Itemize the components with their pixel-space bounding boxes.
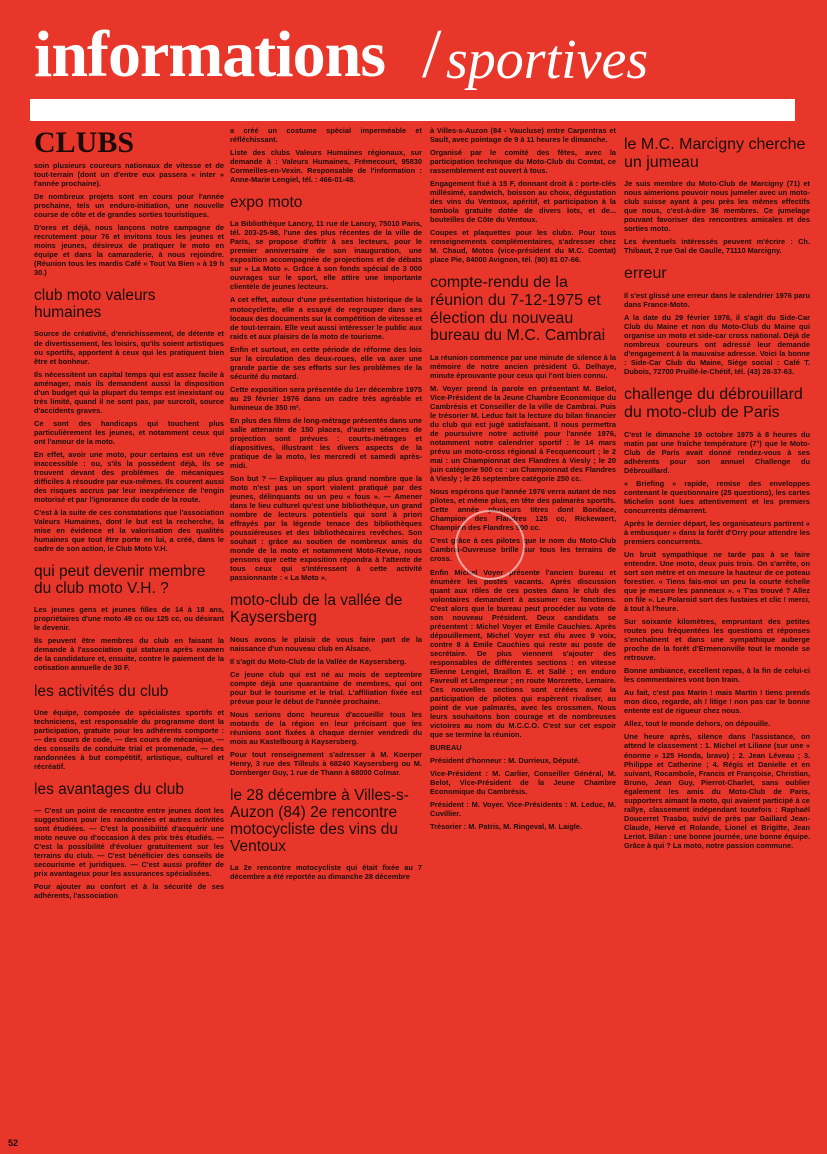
masthead-sportives: sportives [446,29,649,91]
paragraph: Enfin et surtout, en cette période de réforme des lois sur la circulation des deux-roues, elle va axer une grande partie de ses efforts sur les problèmes de la sécurité du motard. [230,344,422,381]
bureau-label: BUREAU [430,743,462,753]
paragraph: Allez, tout le monde dehors, on dépouille. [624,719,771,729]
heading-marcigny: le M.C. Marcigny cherche un jumeau [624,136,806,171]
paragraph: Ils nécessitent un capital temps qui est assez facile à aménager, mais ils demandent aussi la disposition d'un budget qui la plupart du temps est inexistant ou très limité, quand il ne sont pas, par surcroît, source d'accidents graves. [34,369,224,415]
watermark-stamp [455,510,525,580]
paragraph: a créé un costume spécial imperméable et réfléchissant. [230,126,422,145]
paragraph: Son but ? — Expliquer au plus grand nombre que la moto n'est pas un sport violent pratiqué par des jeunes, délinquants ou un peu « fous ». — Amener dans le lieu culturel qu'est une bibliothèque, un grand nombre de lecteurs potentiels qui sont à priori effrayés par la légende tenace des bibliothèques poussiéreuses et des bibliothécaires revêches. Son souhait : grâce au soutien de nombreux amis du monde de la moto et notamment Moto-Revue, nous pensons que cette exposition répondra à l'attente de tous ceux qui s'intéressent à cette activité passionnante : « La Moto ». [230,474,422,583]
paragraph: C'est le dimanche 19 octobre 1975 à 8 heures du matin par une fraîche température (7°) que le Moto-Club de Paris avait donné rendez-vous à ses adhérents pour son annuel Challenge du Débrouillard. [624,429,810,475]
paragraph: Trésorier : M. Patris, M. Ringeval, M. Laigle. [430,822,582,832]
paragraph: Nous espérons que l'année 1976 verra autant de nos pilotes, et même plus, en tête des palmarès sportifs. Cette année plusieurs titres dont Boniface, Champion des Flandres 125 cc, Rickewaert, Champion des Flandres 500 cc. [430,487,616,533]
paragraph: Ce sont des handicaps qui touchent plus particulièrement les jeunes, et notamment ceux qui ont l'amour de la moto. [34,418,224,446]
paragraph: « Briefing » rapide, remise des enveloppes contenant le questionnaire (25 questions), les cartes Michelin sont lues attentivement et les premiers concurrents démarrent. [624,478,810,515]
paragraph: Coupes et plaquettes pour les clubs. Pour tous renseignements complémentaires, s'adresser chez M. Chaud, Motos (vice-président du M.C. Comtat) place Pie, 84000 Avignon, tél. (90) 81 07-66. [430,228,616,265]
header-white-bar [30,99,795,121]
paragraph: Une équipe, composée de spécialistes sportifs et techniciens, est responsable du programme dont la participation, gratuite pour les adhérents comporte : — des cours de code, — des cours de mécanique, — des conseils de conduite trial et promenade, — des randonnées à but compétitif, artistique, culturel et récréatif. [34,707,224,771]
section-title-clubs: CLUBS [34,126,135,159]
paragraph: M. Voyer prend la parole en présentant M. Belot, Vice-Président de la Jeune Chambre Economique du Cambrésis et Conseiller de la ville de Cambrai. Puis le trésorier M. Leduc fait la lecture du bilan financier du club qui est jugé satisfaisant. Il nous permettra de poursuivre notre activité pour l'année 1976, notamment notre calendrier sportif : le 14 mars prévu un moto-cross régional à Fecquencourt ; le 2 mai : un Championnat des Flandres à Viesly ; le 20 juin catégorie 500 cc : un Championnat des Flandres à Viesly ; le 26 septembre catégorie 250 cc. [430,383,616,484]
paragraph: A la date du 29 février 1976, il s'agit du Side-Car Club du Maine et non du Moto-Club du Maine qui organise un moto et side-car cross national. Déjà de nombreux coureurs ont adressé leur demande d'engagement à la mauvaise adresse. Voici la bonne : Side-Car Club du Maine, Siège social : Café T. Dubois, 72700 Pruillé-le-Chétif, tél. (43) 28-37-63. [624,313,810,377]
paragraph: Pour tout renseignement s'adresser à M. Koerper Henry, 3 rue des Tilleuls à 68240 Kaysersberg ou M. Dornberger Guy, 1 rue de Thann à 68000 Colmar. [230,749,422,777]
paragraph: En effet, avoir une moto, pour certains est un rêve inaccessible : ou, s'ils la possèdent déjà, ils se trouvent devant des problèmes de mécaniques difficiles à résoudre par eux-mêmes. Ils courent aussi des risques accrus par leur inexpérience de l'engin motorisé et par l'ignorance du code de la route. [34,449,224,504]
heading-challenge-debrouillard: challenge du débrouillard du moto-club de Paris [624,386,803,421]
paragraph: Cette exposition sera présentée du 1er décembre 1975 au 29 février 1976 dans un cadre très agréable et lumineux de 350 m². [230,384,422,412]
paragraph: Ce jeune club qui est né au mois de septembre compte déjà une quarantaine de membres, qui ont pour but le tourisme et le trial. L'affiliation fixée est prévue pour le début de l'année prochaine. [230,669,422,706]
paragraph: Engagement fixé à 15 F, donnant droit à : porte-clés millésimé, sandwich, boisson au choix, dégustation des vins du Ventoux, apéritif, et participation à la tombola gratuite dotée de divers lots, et de... bouteilles de Côte du Ventoux. [430,179,616,225]
paragraph: Il s'agit du Moto-Club de la Vallée de Kaysersberg. [230,656,407,666]
heading-erreur: erreur [624,265,667,283]
heading-compte-rendu-cambrai: compte-rendu de la réunion du 7-12-1975 et élection du nouveau bureau du M.C. Cambrai [430,274,606,345]
paragraph: Ils peuvent être membres du club en faisant la demande à l'association qui statuera après examen de la candidature et, ensuite, contre le paiement de la cotisation annuelle de 30 F. [34,636,224,673]
paragraph: D'ores et déjà, nous lançons notre campagne de recrutement pour 76 et invitons tous les jeunes et moins jeunes, désireux de pratiquer le moto en équipe et dans la camaraderie, à nous rejoindre. (Réunion tous les mardis Café « Tout Va Bien » à 19 h 30.) [34,223,224,278]
paragraph: Pour ajouter au confort et à la sécurité de ses adhérents, l'association [34,882,224,901]
paragraph: Organisé par le comité des fêtes, avec la participation technique du Moto-Club du Comtat, ce rassemblement est ouvert à tous. [430,148,616,176]
paragraph: Les éventuels intéressés peuvent m'écrire : Ch. Thibaut, 2 rue Gal de Gaulle, 71110 Marcigny. [624,237,810,256]
paragraph: La 2e rencontre motocycliste qui était fixée au 7 décembre a été reportée au dimanche 28 décembre [230,863,422,882]
paragraph: Un bruit sympathique ne tarde pas à se faire entendre. Une moto, deux puis trois. On s'arrête, on sort son mètre et on mesure la hauteur de ce poteau forestier. « Tiens fais-moi un peu la courte échelle que je mesure les panneaux ». « T'as trouvé ? Allez on file ». Le Polaroid sort des fustaies et clic ! merci, à tout à l'heure. [624,549,810,614]
masthead-slash: / [422,16,442,93]
heading-avantages: les avantages du club [34,780,184,798]
paragraph: La Bibliothèque Lancry, 11 rue de Lancry, 75010 Paris, tél. 203-25-98, l'une des plus récentes de la ville de Paris, se propose d'offrir à ses lecteurs, pour le premier anniversaire de son inauguration, une exposition accompagnée de projections et de débats sur « La Moto ». Grâce à son fonds spécial de 3 000 ouvrages sur le sport, elle attire une importante clientèle de jeunes lecteurs. [230,219,422,292]
column-3 [430,126,616,1146]
paragraph: De nombreux projets sont en cours pour l'année prochaine, tels un enduro-initiation, une nouvelle course de côte et de grandes sorties touristiques. [34,192,224,220]
masthead-informations: informations [34,18,385,91]
page-number: 52 [8,1138,19,1148]
heading-expo-moto: expo moto [230,194,303,212]
paragraph: La réunion commence par une minute de silence à la mémoire de notre ancien président G. Delhaye, minute éprouvante pour ceux qui l'ont bien connu. [430,352,616,380]
paragraph: Les jeunes gens et jeunes filles de 14 à 18 ans, propriétaires d'une moto 49 cc ou 125 cc, ou désirant le devenir. [34,605,224,633]
column-2 [230,126,422,1146]
paragraph: soin plusieurs coureurs nationaux de vitesse et de tout-terrain (dont un d'entre eux passera « inter » l'année prochaine). [34,161,224,189]
paragraph: C'est grâce à ces pilotes que le nom du Moto-Club Cambrai-Ouvreuse brille sur tous les terrains de cross. [430,536,616,564]
heading-kaysersberg: moto-club de la vallée de Kaysersberg [230,592,403,627]
paragraph: C'est à la suite de ces constatations que l'association Valeurs Humaines, dont le but est la recherche, la mise en évidence et la valorisation des qualités humaines que tout être porte en lui, a créé, dans le cadre de son action, le Club Moto V.H. [34,508,224,554]
paragraph: Enfin Michel Voyer présente l'ancien bureau et énumère les postes vacants. Après discussion quant aux rôles de ces postes dans le club des volontaires demandent à assumer ces fonctions. C'est alors que le bureau peut procéder au vote de son nouveau Président. Deux candidats se présentent : Michel Voyer et Emile Cauchies. Après dépouillement, Michel Voyer est élu avec 9 voix, contre 8 à Emile Cauchies qui reste au poste de secrétaire. De plus viennent s'ajouter des responsables de différentes sections : en vitesse Elienne Lengiel, Braillon E. et Sallé ; en enduro Favreull et Lempereur ; en route Morcrette, Lemaire. Ces nouvelles sections sont créées avec la participation de pilotes qui espèrent rivaliser, au point de vue palmarès, avec les crossmen. Nous leurs souhaitons bon courage et de nombreuses victoires au nom du M.C.C.O. C'est sur cet espoir que se termine la réunion. [430,567,616,740]
masthead [34,18,794,96]
heading-activites: les activités du club [34,682,169,700]
heading-villes-sur-auzon: le 28 décembre à Villes-s-Auzon (84) 2e rencontre motocycliste des vins du Ventoux [230,786,409,856]
column-4 [624,126,810,1146]
paragraph: Président d'honneur : M. Durrieux, Député. [430,756,580,766]
paragraph: En plus des films de long-métrage présentés dans une salle attenante de 150 places, d'autres séances de projection sont prévues : courts-métrages et diapositives, illustrant les divers aspects de la pratique de la moto, les mercredi et samedi après-midi. [230,415,422,471]
paragraph: Liste des clubs Valeurs Humaines régionaux, sur demande à : Valeurs Humaines, Frémecourt, 95830 Cormeilles-en-Vexin. Responsable de l'information : Anne-Marie Lengiel, tél. : 466-01-48. [230,148,422,185]
paragraph: à Villes-s-Auzon (84 - Vaucluse) entre Carpentras et Sault, avec pointage de 9 à 11 heures le dimanche. [430,126,616,145]
paragraph: Après le dernier départ, les organisateurs partirent « à embusquer » dans la forêt d'Orry pour attendre les premiers concurrents. [624,518,810,546]
paragraph: — C'est un point de rencontre entre jeunes dont les suggestions pour les randonnées et autres activités sont étudiées. — C'est la possibilité d'acquérir une moto neuve ou d'occasion à des prix très étudiés. — C'est la possibilité d'évoluer gratuitement sur les terrains du club. — C'est bénéficier des conseils de secourisme et juridiques. — C'est aussi profiter de prix avantageux pour les assurances spécialisées. [34,805,224,879]
paragraph: Il s'est glissé une erreur dans le calendrier 1976 paru dans France-Moto. [624,291,810,310]
paragraph: Au fait, c'est pas Marin ! mais Martin ! tiens prends mon dico, regarde, ah ! litige ! non pas car le bonne entente est de rigueur chez nous. [624,688,810,716]
paragraph: Bonne ambiance, excellent repas, à la fin de celui-ci les commentaires vont bon train. [624,666,810,685]
paragraph: Président : M. Voyer. Vice-Présidents : M. Leduc, M. Cuvillier. [430,800,616,819]
paragraph: A cet effet, autour d'une présentation historique de la motocyclette, elle a essayé de regrouper dans ses locaux des documents sur la compétition de vitesse et de tout-terrain. Elle veut aussi intéresser le public aux raids et aux plaisirs de la moto de tourisme. [230,295,422,341]
paragraph: Sur soixante kilomètres, empruntant des petites routes peu fréquentées les questions et réponses s'enchaînent et dans une sympathique auberge proche de la forêt d'Ermenonville tout le monde se retrouve. [624,617,810,663]
paragraph: Je suis membre du Moto-Club de Marcigny (71) et nous aimerions pouvoir nous jumeler avec un moto-club suisse ayant à peu près les mêmes effectifs que nous, c'est-à-dire 36 membres. Ce jumelage pouvant favoriser des rencontres amicales et des sorties moto. [624,179,810,234]
paragraph: Source de créativité, d'enrichissement, de détente et de divertissement, les loisirs, qu'ils soient artistiques ou sportifs, apportent à ceux qui les pratiquent bien être et bonheur. [34,329,224,366]
paragraph: Nous avons le plaisir de vous faire part de la naissance d'un nouveau club en Alsace. [230,634,422,653]
paragraph: Vice-Président : M. Carlier, Conseiller Général, M. Belot, Vice-Président de la Jeune Chambre Economique du Cambrésis. [430,769,616,797]
heading-qui-peut-devenir: qui peut devenir membre du club moto V.H. ? [34,563,206,598]
paragraph: Une heure après, silence dans l'assistance, on attend le classement : 1. Michel et Liliane (sur une « énorme » 125 Honda, bravo) ; 2. Jean Léveau ; 3. Philippe et Catherine ; 4. Régis et Danielle et en suivant, Rocambole, Francis et Françoise, Christian, Bruno, Jean Guy, Pierrot-Charlet, sans oublier également les amis du Moto-Club de Paris, supporters aimant la moto, qui avaient participé à ce rallye, classement indépendant toutefois : Raphaël Doucerret Trasbo, suivi de près par Gaillard Jean-Claude, Hervé et Rolande, Lionel et Brigitte, Jean Leriot. Bilan : une bonne journée, une bonne équipe. Grâce à qui ? La moto, notre passion commune. [624,732,810,850]
paragraph: Nous serions donc heureux d'accueillir tous les motards de la région en leur précisant que les réunions sont fixées à chaque dernier vendredi du mois au Kastelbourg à Kaysersberg. [230,709,422,746]
heading-club-moto-valeurs: club moto valeurs humaines [34,287,156,322]
column-1 [34,126,224,1146]
